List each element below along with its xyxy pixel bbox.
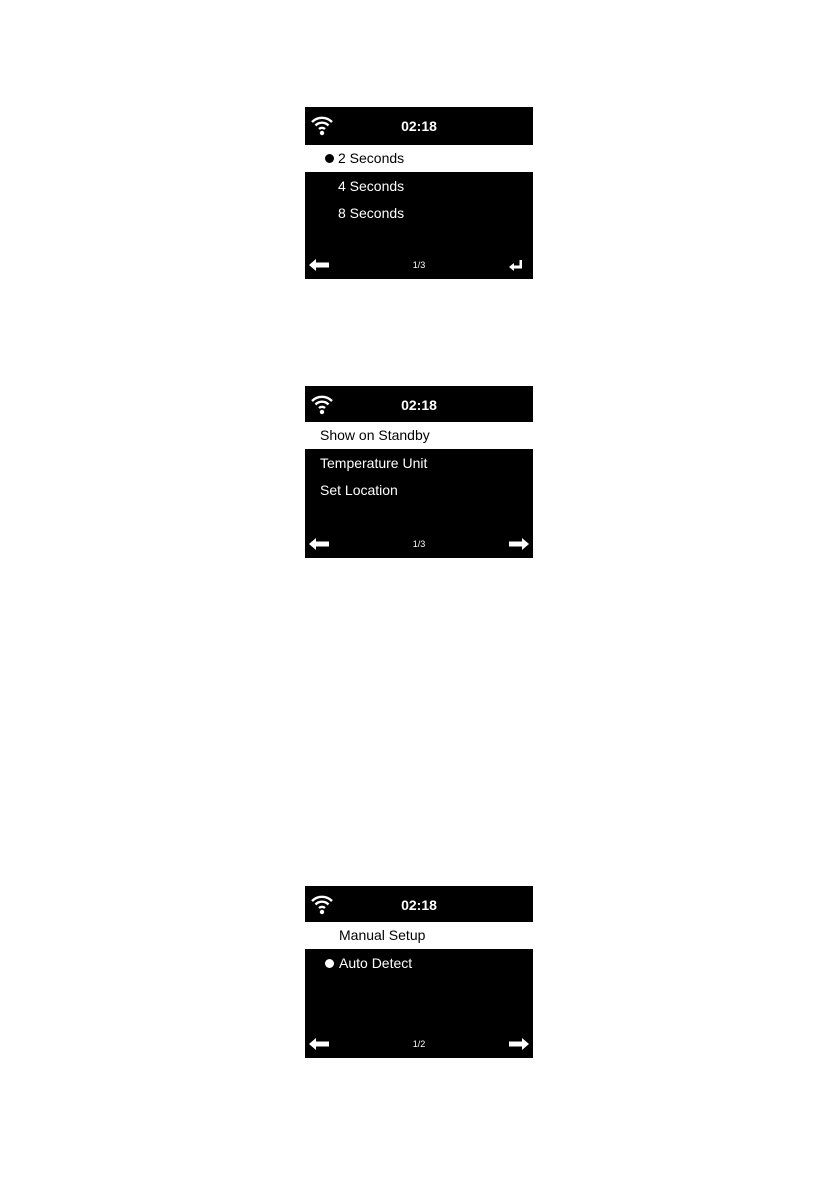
footer-bar (305, 1032, 533, 1058)
menu-item-8-seconds[interactable] (305, 200, 533, 227)
radio-selected-icon (325, 959, 334, 968)
clock: 02:18 (401, 118, 437, 134)
radio-screen-1 (305, 107, 533, 279)
radio-selected-icon (325, 154, 334, 163)
radio-screen-3 (305, 886, 533, 1058)
menu-item-show-on-standby[interactable] (305, 422, 533, 449)
menu-item-label: 4 Seconds (338, 178, 405, 194)
clock: 02:18 (401, 897, 437, 913)
status-bar (305, 386, 533, 422)
menu-item-label: Auto Detect (339, 955, 413, 971)
forward-arrow-icon[interactable] (509, 1038, 529, 1050)
page-indicator: 1/2 (412, 1039, 426, 1049)
menu-item-4-seconds[interactable] (305, 173, 533, 200)
page-indicator: 1/3 (412, 260, 426, 270)
menu-item-label: Temperature Unit (320, 455, 428, 471)
status-bar (305, 107, 533, 143)
menu-item-auto-detect[interactable] (305, 950, 533, 977)
radio-screen-2 (305, 386, 533, 558)
menu-item-label: 8 Seconds (338, 205, 405, 221)
page-indicator: 1/3 (412, 539, 426, 549)
menu-item-label: 2 Seconds (338, 150, 405, 166)
forward-arrow-icon[interactable] (509, 538, 529, 550)
menu-item-set-location[interactable] (305, 477, 533, 504)
clock: 02:18 (401, 397, 437, 413)
menu-item-manual-setup[interactable] (305, 922, 533, 949)
menu-item-temperature-unit[interactable] (305, 450, 533, 477)
footer-bar (305, 532, 533, 558)
menu-item-label: Manual Setup (339, 927, 426, 943)
menu-item-label: Show on Standby (320, 427, 430, 443)
footer-bar (305, 253, 533, 279)
menu-item-2-seconds[interactable] (305, 145, 533, 172)
menu-item-label: Set Location (320, 482, 398, 498)
enter-icon[interactable] (509, 259, 523, 271)
status-bar (305, 886, 533, 922)
